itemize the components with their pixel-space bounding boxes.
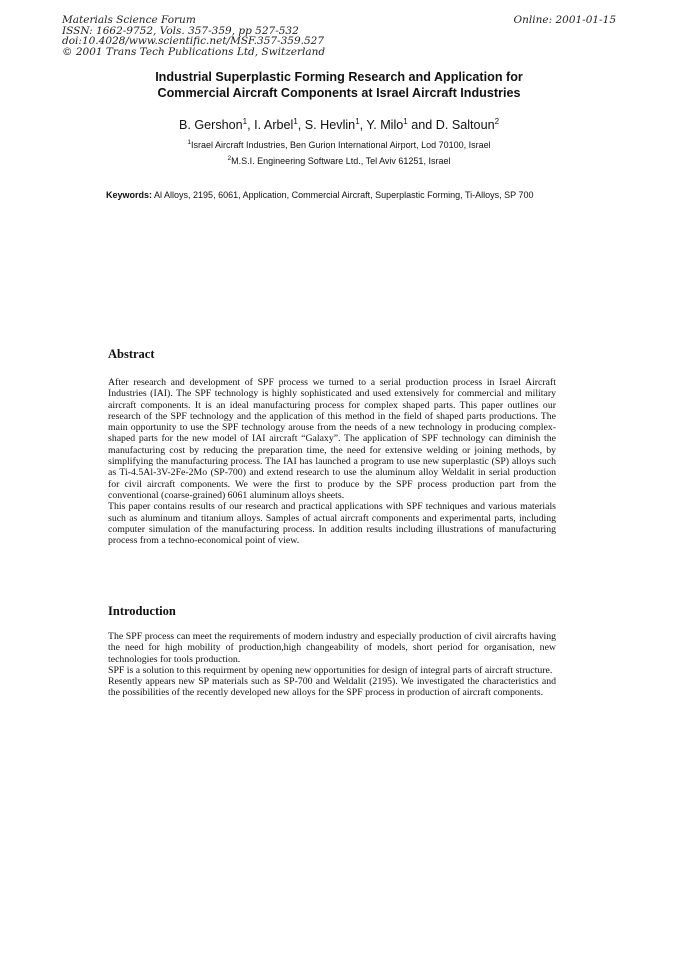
title-line-1: Industrial Superplastic Forming Research and Application for (155, 70, 523, 84)
introduction-heading: Introduction (108, 604, 176, 618)
copyright-line: © 2001 Trans Tech Publications Ltd, Switzerland (62, 45, 326, 58)
abstract-heading: Abstract (108, 347, 155, 361)
issn-line: ISSN: 1662-9752, Vols. 357-359, pp 527-532 (62, 24, 299, 37)
affiliation-2: $^2$M.S.I. Engineering Software Ltd., Tel Aviv 61251, Israel (227, 155, 451, 166)
keywords-text: Al Alloys, 2195, 6061, Application, Commercial Aircraft, Superplastic Forming, Ti-Alloys, SP 700 (154, 190, 534, 200)
introduction-paragraph: Resently appears new SP materials such as SP-700 and Weldalit (2195). We investigated the characteristics and the possibilities of the recently developed new alloys for the SPF process in production of aircraft components. (108, 676, 556, 699)
journal-name: Materials Science Forum (62, 14, 196, 26)
author: S. Hevlin$^1$, (304, 116, 367, 132)
title-line-2: Commercial Aircraft Components at Israel Aircraft Industries (157, 86, 521, 100)
keywords-label: Keywords: (106, 190, 153, 200)
doi-line: doi:10.4028/www.scientific.net/MSF.357-359.527 (62, 35, 325, 47)
abstract-body (108, 377, 556, 546)
abstract-paragraph: After research and development of SPF process we turned to a serial production process in Israel Aircraft Industries (IAI). The SPF technology is highly sophisticated and used extensively for commercial and military aircraft components. It is an ideal manufacturing process for complex shaped parts. This paper outlines our research of the SPF technology and the application of this method in the field of shaped parts productions. The main opportunity to use the SPF technology arouse from the needs of a new technology in producing complex-shaped parts for the new model of IAI aircraft “Galaxy”. The application of SPF technology can diminish the manufacturing cost by reducing the preparation time, the need for extensive welding or joining methods, by simplifying the manufacturing process. The IAI has launched a program to use new superplastic (SP) alloys such as Ti-4.5Al-3V-2Fe-2Mo (SP-700) and extend research to use the aluminum alloy Weldalit in serial production for civil aircraft components. We were the first to produce by the SPF process production part from the conventional (coarse-grained) 6061 aluminum alloys sheets. (108, 377, 556, 501)
abstract-paragraph: This paper contains results of our research and practical applications with SPF techniques and various materials such as aluminum and titanium alloys. Samples of actual aircraft components and experimental parts, including computer simulation of the manufacturing process. In addition results including illustrations of manufacturing process from a techno-economical point of view. (108, 501, 556, 547)
journal-header (62, 15, 325, 57)
affiliation-1: $^1$Israel Aircraft Industries, Ben Gurion International Airport, Lod 70100, Israel (187, 139, 491, 150)
author: Y. Milo$^1$ and (366, 116, 436, 132)
paper-title (100, 69, 578, 101)
online-date: Online: 2001-01-15 (513, 14, 616, 26)
introduction-body (108, 631, 556, 699)
author-list (100, 117, 578, 133)
introduction-paragraph: The SPF process can meet the requirements of modern industry and especially production of civil aircrafts having the need for high mobility of production,high changeability of models, short period for organisation, new technologies for tools production. (108, 631, 556, 665)
introduction-paragraph: SPF is a solution to this requirment by opening new opportunities for design of integral parts of aircraft structure. (108, 664, 553, 676)
author: D. Saltoun$^2$ (435, 116, 500, 132)
author: B. Gershon$^1$, (178, 116, 255, 132)
keywords (106, 189, 546, 202)
author: I. Arbel$^1$, (254, 116, 305, 132)
